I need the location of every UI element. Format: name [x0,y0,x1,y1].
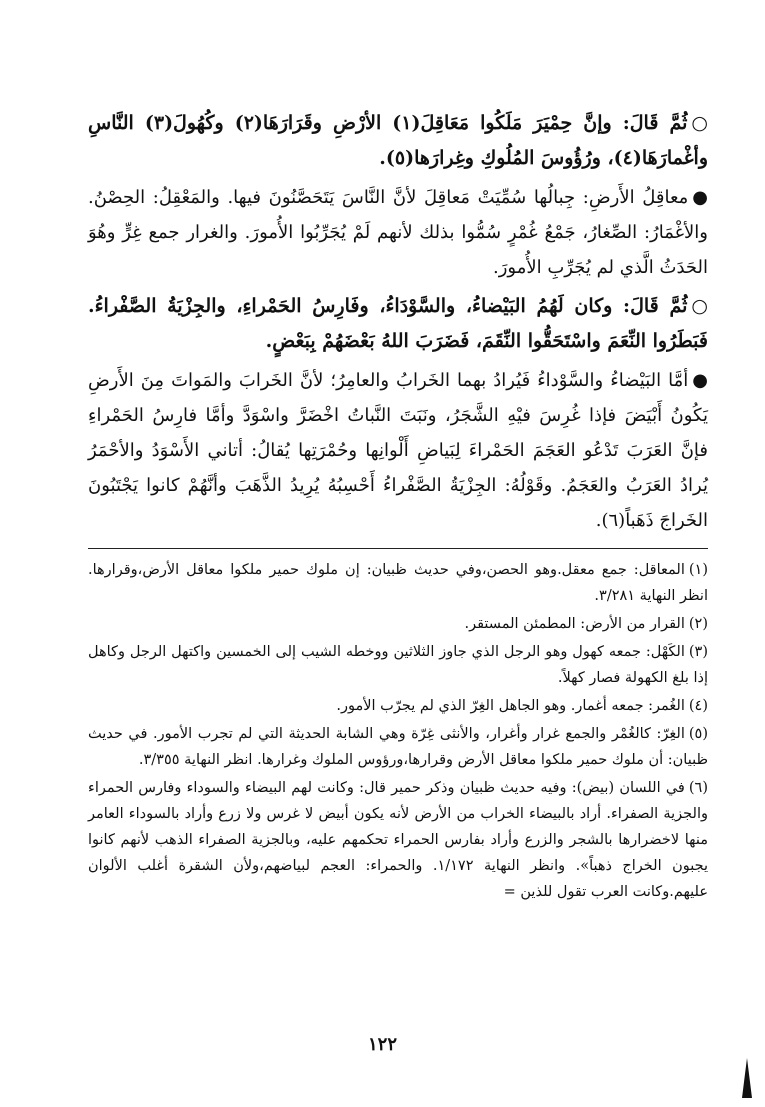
footnote-number: (٥) [688,726,708,742]
footnote-1 [88,557,708,609]
commentary-paragraph-2 [88,363,708,538]
footnote-text: الغُمر: جمعه أغمار. وهو الجاهل الغِرّ الذي لم يجرّب الأمور. [336,698,685,714]
footnote-divider [88,548,708,549]
commentary-text-1: معاقِلُ الأَرضِ: جِبالُها سُمِّيَتْ مَعاقِلَ لأنَّ النَّاسَ يَتَحَصَّنُونَ فيها. والمَعْقِلُ: الحِصْنُ. والأغْمَارُ: الصِّغارُ، جَمْعُ غُمْرٍ سُمُّوا بذلك لأنهم لَمْ يُجَرِّبُوا الأُمورَ. والغرار جمع غِرٍّ وهُوَ الحَدَثُ الَّذي لم يُجَرِّبِ الأُمورَ. [88,187,708,278]
footnote-2 [88,611,708,637]
hollow-circle-icon: ○ [691,295,708,317]
filled-circle-icon: ● [692,187,708,208]
footnote-text: الغِرّ: كالغُمْر والجمع غرار وأغرار، والأنثى غِرّة وهي الشابة الحديثة التي لم تجرب الأمور. في حديث ظبيان: أن ملوك حمير ملكوا معاقل الأرض وقرارها،ورؤوس الملوك وغرارها. انظر النهاية ٣/٣٥٥. [88,726,708,768]
quote-text-1: ثُمَّ قَالَ: وإنَّ حِمْيَرَ مَلَكُوا مَعَاقِلَ(١) الأرْضِ وقَرَارَهَا(٢) وكُهُولَ(٣) النَّاسِ وأغْمارَهَا(٤)، ورُؤُوسَ المُلُوكِ وغِرارَها(٥). [88,112,708,169]
footnote-number: (٤) [688,698,708,714]
filled-circle-icon: ● [692,370,708,391]
footnote-number: (١) [688,562,708,578]
footnote-6 [88,775,708,905]
quote-paragraph-1 [88,106,708,176]
footnote-number: (٦) [688,780,708,796]
footnote-number: (٣) [688,644,708,660]
commentary-text-2: أمَّا البَيْضاءُ والسَّوْداءُ فَيُرادُ بهما الخَرابُ والعامِرُ؛ لأنَّ الخَرابَ والمَواتَ مِنَ الأَرضِ يَكُونُ أَبْيَضَ فإذا غُرِسَ فيْهِ الشَّجَرُ، ونَبَتَ النَّباتُ اخْضَرَّ واسْوَدَّ وأمَّا فارِسُ الحَمْراءِ فإنَّ العَرَبَ تَدْعُو العَجَمَ الحَمْراءَ لِبَياضِ أَلْوانِها وحُمْرَتِها يُقالُ: أتاني الأَسْوَدُ والأحْمَرُ يُرادُ العَرَبُ والعَجَمُ. وقَوْلُهُ: الجِزْيَةُ الصَّفْراءُ أَحْسِبُهُ يُرِيدُ الذَّهَبَ وأنَّهُمْ كانوا يَجْتَبُونَ الخَراجَ ذَهَباً(٦). [88,370,708,531]
footnote-text: الكَهْل: جمعه كهول وهو الرجل الذي جاوز الثلاثين ووخطه الشيب إلى الخمسين واكتهل الرجل وكاهل إذا بلغ الكهولة فصار كهلاً. [88,644,708,686]
footnote-number: (٢) [688,616,708,632]
quote-text-2: ثُمَّ قَالَ: وكان لَهُمُ البَيْضاءُ، والسَّوْدَاءُ، وفَارِسُ الحَمْراءِ، والجِزْيَةُ الصَّفْراءُ. فَبَطَرُوا النِّعَمَ واسْتَحَقُّوا النِّقَمَ، فَضَرَبَ اللهُ بَعْضَهُمْ بِبَعْضٍ. [88,295,708,352]
page-body [88,106,708,907]
hollow-circle-icon: ○ [691,112,708,134]
footnote-text: في اللسان (بيض): وفيه حديث ظبيان وذكر حمير قال: وكانت لهم البيضاء والسوداء وفارس الحمراء والجزية الصفراء. أراد بالبيضاء الخراب من الأرض لأنه يكون أبيض لا غرس ولا زرع وأراد بالسوداء العامر منها لاخضرارها بالشجر والزرع وأراد بفارس الحمراء تحكمهم عليه، وبالجزية الصفراء الذهب لأنهم كانوا يجبون الخراج ذهباً». وانظر النهاية ١/١٧٢. والحمراء: العجم لبياضهم،ولأن الشقرة أغلب الألوان عليهم.وكانت العرب تقول للذين = [88,780,708,900]
footnote-text: القرار من الأرض: المطمئن المستقر. [464,616,685,632]
footnotes [88,557,708,905]
footnote-3 [88,639,708,691]
scan-edge-mark [742,1058,752,1098]
commentary-paragraph-1 [88,180,708,285]
quote-paragraph-2 [88,289,708,359]
page-number: ١٢٢ [367,1034,397,1055]
main-text [88,106,708,538]
footnote-4 [88,693,708,719]
footnote-5 [88,721,708,773]
footnote-text: المعاقل: جمع معقل.وهو الحصن،وفي حديث ظبيان: إن ملوك حمير ملكوا معاقل الأرض،وقرارها. انظر النهاية ٣/٢٨١. [88,562,708,604]
